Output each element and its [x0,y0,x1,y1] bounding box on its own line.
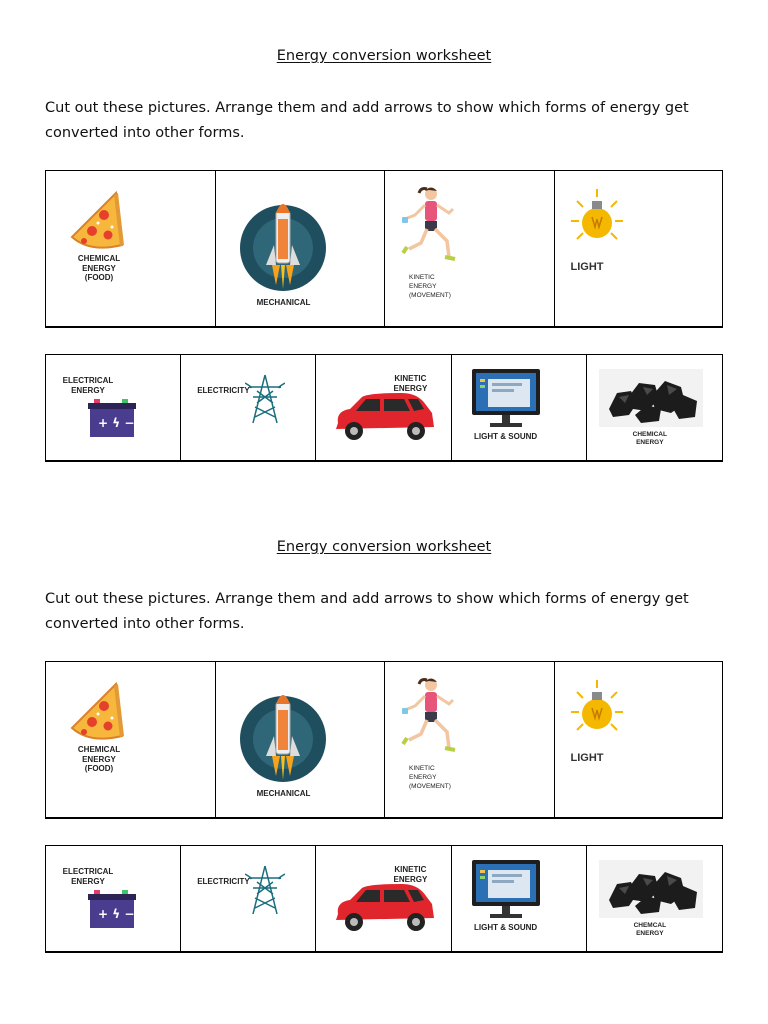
pylon-icon [245,864,285,916]
svg-text:+ ϟ −: + ϟ − [98,416,135,430]
card-kinetic-energy[interactable] [316,846,451,951]
card-label: ELECTRICAL ENERGY [62,867,114,886]
card-light[interactable] [555,662,723,817]
card-label: LIGHT [570,752,604,764]
card-label: CHEMICAL ENERGY (FOOD) [77,254,121,282]
card-light-sound[interactable] [452,355,587,460]
pylon-icon [245,373,285,425]
coal-icon [599,369,703,427]
card-label: LIGHT & SOUND [474,432,538,441]
card-label: LIGHT [570,261,604,273]
worksheet-2 [0,491,768,991]
card-chemical-energy[interactable] [587,355,722,460]
card-chemical-food[interactable] [46,171,216,326]
worksheet-instructions: Cut out these pictures. Arrange them and add arrows to show which forms of energy get converted into other forms. [45,591,689,632]
runner-icon [399,185,463,271]
pizza-icon [70,682,128,744]
worksheet-title: Energy conversion worksheet [276,539,492,555]
card-mechanical[interactable] [216,662,386,817]
card-mechanical[interactable] [216,171,386,326]
card-electricity[interactable] [181,355,316,460]
worksheet-title: Energy conversion worksheet [276,48,492,64]
card-chemical-energy[interactable] [587,846,722,951]
car-icon [332,882,436,932]
card-kinetic-movement[interactable] [385,171,555,326]
card-electrical-energy[interactable] [46,846,181,951]
coal-icon [599,860,703,918]
lightbulb-icon [569,187,625,251]
card-electricity[interactable] [181,846,316,951]
card-label: ELECTRICAL ENERGY [62,376,114,395]
car-icon [332,391,436,441]
card-label: KINETIC ENERGY (MOVEMENT) [409,274,451,299]
card-kinetic-movement[interactable] [385,662,555,817]
battery-icon [88,399,136,437]
rocket-icon [238,193,328,293]
svg-text:+ ϟ −: + ϟ − [98,907,135,921]
runner-icon [399,676,463,762]
picture-row-top [45,170,723,328]
card-label: KINETIC ENERGY (MOVEMENT) [409,765,451,790]
card-label: ELECTRICITY [197,877,250,886]
worksheet-instructions: Cut out these pictures. Arrange them and add arrows to show which forms of energy get converted into other forms. [45,100,689,141]
card-light-sound[interactable] [452,846,587,951]
card-label: KINETIC ENERGY [393,374,428,393]
picture-row-bottom [45,354,723,462]
picture-row-bottom [45,845,723,953]
picture-row-top [45,661,723,819]
monitor-icon [472,860,540,920]
card-light[interactable] [555,171,723,326]
card-label: ELECTRICITY [197,386,250,395]
card-electrical-energy[interactable] [46,355,181,460]
card-label: MECHANICAL [256,789,311,798]
pizza-icon [70,191,128,253]
monitor-icon [472,369,540,429]
card-kinetic-energy[interactable] [316,355,451,460]
card-chemical-food[interactable] [46,662,216,817]
card-label: CHEMICAL ENERGY [632,431,667,446]
worksheet-1 [0,0,768,500]
card-label: CHEMCAL ENERGY [633,922,667,937]
rocket-icon [238,684,328,784]
battery-icon [88,890,136,928]
card-label: CHEMICAL ENERGY (FOOD) [77,745,121,773]
card-label: MECHANICAL [256,298,311,307]
card-label: LIGHT & SOUND [474,923,538,932]
card-label: KINETIC ENERGY [393,865,428,884]
lightbulb-icon [569,678,625,742]
